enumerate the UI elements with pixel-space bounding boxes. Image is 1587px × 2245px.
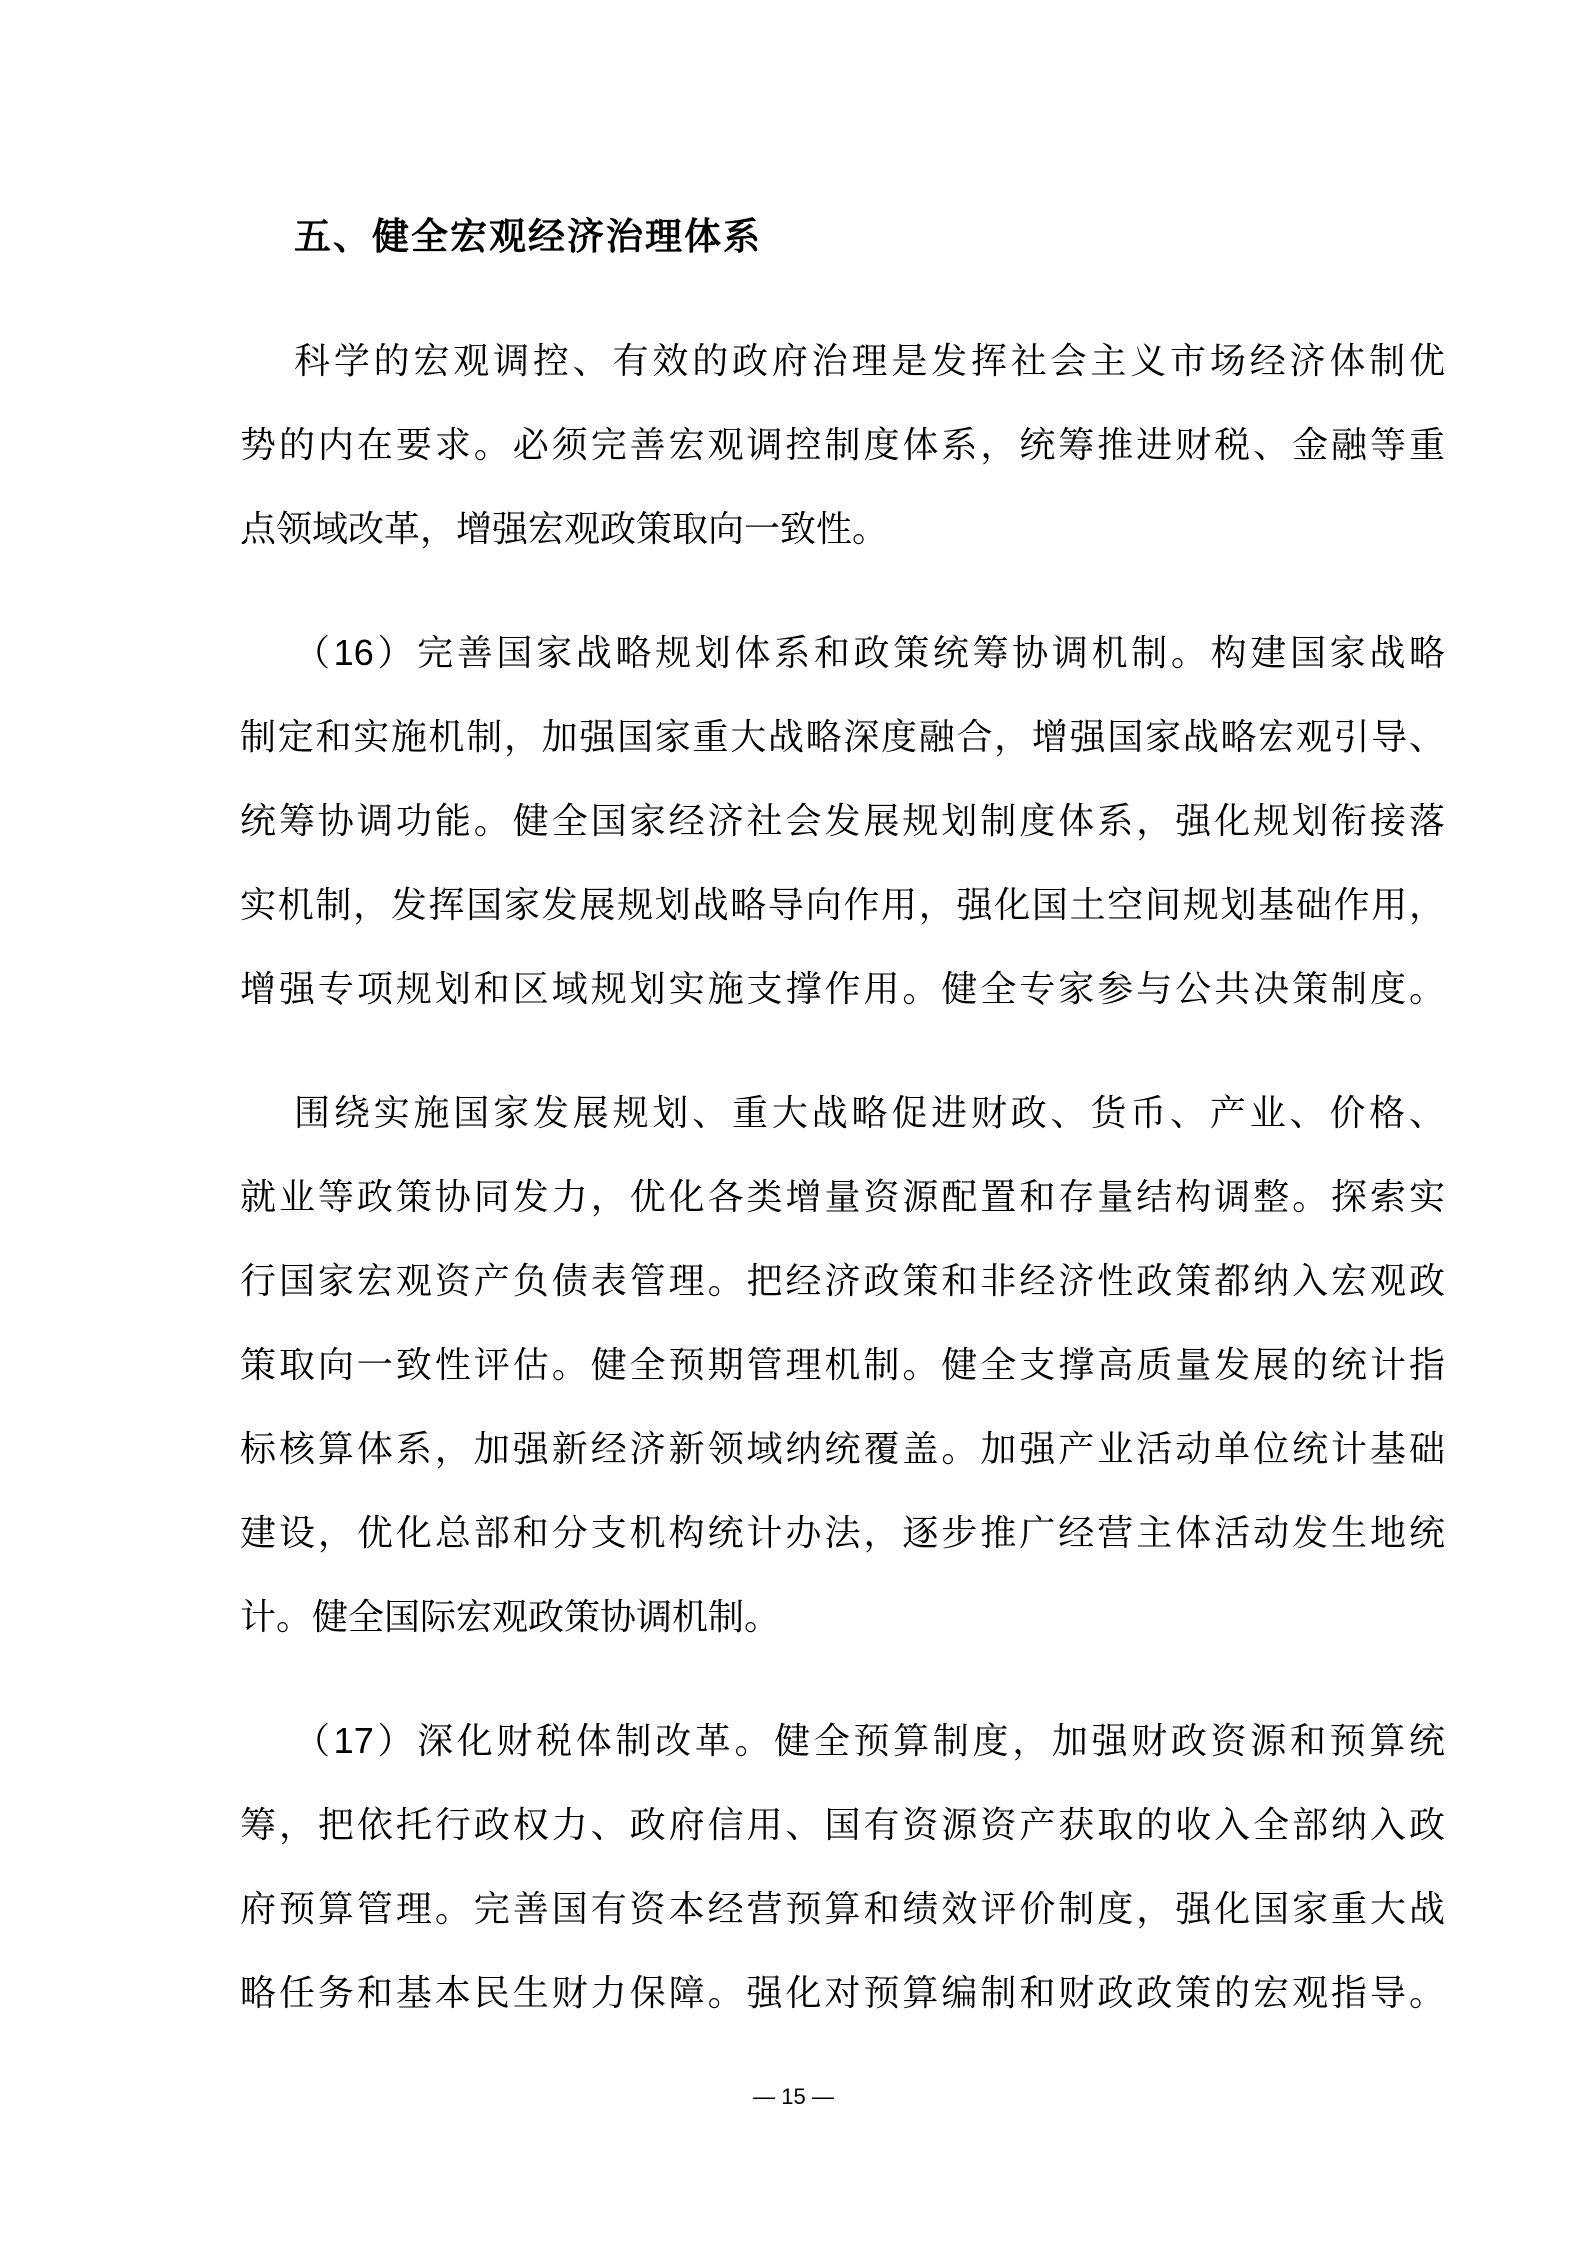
text-line: 行国家宏观资产负债表管理。把经济政策和非经济性政策都纳入宏观政 bbox=[240, 1260, 1445, 1301]
text-line: 实机制，发挥国家发展规划战略导向作用，强化国土空间规划基础作用， bbox=[240, 884, 1445, 925]
text-line: 围绕实施国家发展规划、重大战略促进财政、货币、产业、价格、 bbox=[294, 1092, 1445, 1133]
text-line: 科学的宏观调控、有效的政府治理是发挥社会主义市场经济体制优 bbox=[294, 340, 1445, 381]
document-content bbox=[240, 195, 1445, 2035]
paragraph-item-16 bbox=[240, 611, 1445, 1031]
paragraphs bbox=[240, 319, 1445, 2035]
text-line: 计。健全国际宏观政策协调机制。 bbox=[240, 1596, 781, 1637]
paragraph-item-17 bbox=[240, 1699, 1445, 2035]
text-line: 策取向一致性评估。健全预期管理机制。健全支撑高质量发展的统计指 bbox=[240, 1344, 1445, 1385]
text-line: 点领域改革，增强宏观政策取向一致性。 bbox=[240, 508, 889, 549]
text-line: 建设，优化总部和分支机构统计办法，逐步推广经营主体活动发生地统 bbox=[240, 1512, 1445, 1553]
text-line: （17）深化财税体制改革。健全预算制度，加强财政资源和预算统 bbox=[294, 1720, 1445, 1761]
page-number: — 15 — bbox=[753, 2084, 834, 2109]
text-line: 府预算管理。完善国有资本经营预算和绩效评价制度，强化国家重大战 bbox=[240, 1888, 1445, 1929]
paragraph-policy-coordination bbox=[240, 1071, 1445, 1659]
text-line: 统筹协调功能。健全国家经济社会发展规划制度体系，强化规划衔接落 bbox=[240, 800, 1445, 841]
text-line: 标核算体系，加强新经济新领域纳统覆盖。加强产业活动单位统计基础 bbox=[240, 1428, 1445, 1469]
text-line: 势的内在要求。必须完善宏观调控制度体系，统筹推进财税、金融等重 bbox=[240, 424, 1445, 465]
text-line: （16）完善国家战略规划体系和政策统筹协调机制。构建国家战略 bbox=[294, 632, 1445, 673]
section-heading: 五、健全宏观经济治理体系 bbox=[294, 216, 762, 257]
page-footer bbox=[0, 2077, 1587, 2117]
text-line: 增强专项规划和区域规划实施支撑作用。健全专家参与公共决策制度。 bbox=[240, 968, 1445, 1009]
text-line: 制定和实施机制，加强国家重大战略深度融合，增强国家战略宏观引导、 bbox=[240, 716, 1445, 757]
text-line: 就业等政策协同发力，优化各类增量资源配置和存量结构调整。探索实 bbox=[240, 1176, 1445, 1217]
paragraph-intro bbox=[240, 319, 1445, 571]
text-line: 筹，把依托行政权力、政府信用、国有资源资产获取的收入全部纳入政 bbox=[240, 1804, 1445, 1845]
text-line: 略任务和基本民生财力保障。强化对预算编制和财政政策的宏观指导。 bbox=[240, 1972, 1445, 2013]
